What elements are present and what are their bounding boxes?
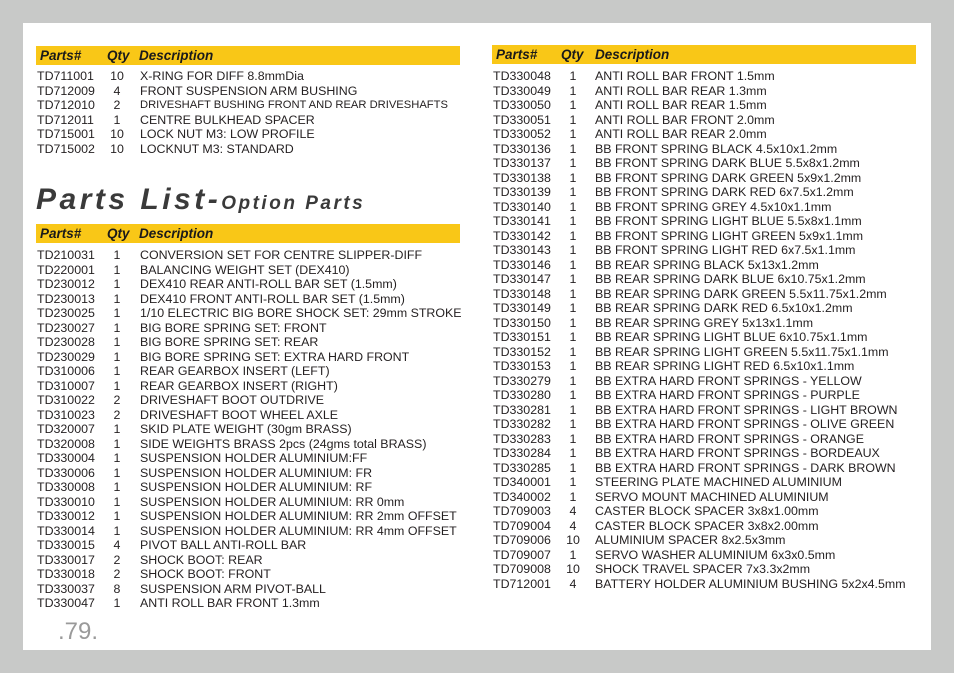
description: BB FRONT SPRING LIGHT BLUE 5.5x8x1.1mm <box>595 214 862 228</box>
description: SUSPENSION HOLDER ALUMINIUM: RR 2mm OFFSET <box>140 509 457 523</box>
part-number: TD330012 <box>37 509 95 523</box>
quantity: 1 <box>113 112 121 127</box>
table-header-top-left <box>36 46 460 65</box>
description: ANTI ROLL BAR FRONT 2.0mm <box>595 112 775 127</box>
quantity: 2 <box>113 393 121 407</box>
quantity: 1 <box>569 286 577 301</box>
quantity: 1 <box>569 446 577 460</box>
part-number: TD330146 <box>493 257 551 272</box>
part-number: TD330018 <box>37 567 95 581</box>
quantity: 1 <box>113 248 121 262</box>
description: SERVO WASHER ALUMINIUM 6x3x0.5mm <box>595 547 836 562</box>
part-number: TD330148 <box>493 286 551 301</box>
part-number: TD330014 <box>37 523 95 538</box>
part-number: TD230013 <box>37 291 95 306</box>
part-number: TD330140 <box>493 199 551 214</box>
table-row <box>493 84 928 99</box>
table-row <box>37 437 477 452</box>
part-number: TD330279 <box>493 373 551 388</box>
table-row <box>493 113 928 128</box>
table-row <box>493 504 928 519</box>
table-row <box>37 84 477 99</box>
quantity: 1 <box>569 141 577 156</box>
table-row <box>493 69 928 84</box>
description: BIG BORE SPRING SET: REAR <box>140 335 319 349</box>
part-number: TD330136 <box>493 141 551 156</box>
table-row <box>37 393 477 408</box>
table-row <box>37 277 477 292</box>
part-number: TD230025 <box>37 306 95 320</box>
part-number: TD330137 <box>493 156 551 170</box>
description: BB FRONT SPRING DARK BLUE 5.5x8x1.2mm <box>595 156 860 170</box>
description: BB REAR SPRING DARK GREEN 5.5x11.75x1.2mm <box>595 286 887 301</box>
quantity: 1 <box>113 422 121 436</box>
table-row <box>493 127 928 142</box>
part-number: TD709004 <box>493 518 551 533</box>
quantity: 1 <box>113 480 121 494</box>
part-number: TD330153 <box>493 359 551 373</box>
description: CENTRE BULKHEAD SPACER <box>140 112 315 127</box>
part-number: TD230028 <box>37 335 95 349</box>
description: BB REAR SPRING DARK RED 6.5x10x1.2mm <box>595 301 853 315</box>
part-number: TD330017 <box>37 552 95 567</box>
part-number: TD310023 <box>37 407 95 422</box>
table-row <box>493 374 928 389</box>
part-number: TD330143 <box>493 243 551 257</box>
part-number: TD330151 <box>493 330 551 344</box>
table-row <box>37 335 477 350</box>
table-row <box>37 495 477 510</box>
description: BB EXTRA HARD FRONT SPRINGS - ORANGE <box>595 431 864 446</box>
table-row <box>493 417 928 432</box>
quantity: 1 <box>569 359 577 373</box>
description: BB EXTRA HARD FRONT SPRINGS - PURPLE <box>595 388 860 402</box>
table-header-option <box>36 224 460 243</box>
quantity: 1 <box>113 306 121 320</box>
table-row <box>493 577 928 592</box>
quantity: 10 <box>110 69 124 83</box>
quantity: 1 <box>113 451 121 465</box>
table-row <box>37 350 477 365</box>
quantity: 10 <box>110 127 124 141</box>
table-row <box>493 272 928 287</box>
description: CASTER BLOCK SPACER 3x8x1.00mm <box>595 504 819 518</box>
table-row <box>37 509 477 524</box>
part-number: TD330142 <box>493 228 551 243</box>
part-number: TD330051 <box>493 112 551 127</box>
description: SHOCK BOOT: FRONT <box>140 567 271 581</box>
table-row <box>493 229 928 244</box>
description: SUSPENSION HOLDER ALUMINIUM: RR 4mm OFFSET <box>140 523 457 538</box>
header-description: Description <box>139 226 214 241</box>
description: BB REAR SPRING LIGHT BLUE 6x10.75x1.1mm <box>595 330 868 344</box>
description: CASTER BLOCK SPACER 3x8x2.00mm <box>595 518 819 533</box>
quantity: 4 <box>569 504 577 518</box>
table-row <box>493 519 928 534</box>
description: BB FRONT SPRING GREY 4.5x10x1.1mm <box>595 199 832 214</box>
description: BB FRONT SPRING LIGHT GREEN 5x9x1.1mm <box>595 228 864 243</box>
quantity: 1 <box>569 127 577 141</box>
quantity: 1 <box>113 596 121 610</box>
table-row <box>493 316 928 331</box>
description: ANTI ROLL BAR REAR 1.5mm <box>595 98 767 112</box>
quantity: 1 <box>569 228 577 243</box>
part-number: TD320007 <box>37 422 95 436</box>
quantity: 2 <box>113 407 121 422</box>
quantity: 2 <box>113 552 121 567</box>
quantity: 1 <box>113 277 121 291</box>
section-title <box>36 183 365 217</box>
table-row <box>37 127 477 142</box>
description: FRONT SUSPENSION ARM BUSHING <box>140 83 358 98</box>
quantity: 2 <box>113 567 121 581</box>
table-row <box>493 388 928 403</box>
header-qty: Qty <box>561 47 584 62</box>
part-number: TD330138 <box>493 170 551 185</box>
table-row <box>493 200 928 215</box>
part-number: TD340002 <box>493 489 551 504</box>
quantity: 10 <box>566 562 580 576</box>
description: BATTERY HOLDER ALUMINIUM BUSHING 5x2x4.5mm <box>595 576 906 591</box>
quantity: 2 <box>113 98 121 112</box>
part-number: TD330283 <box>493 431 551 446</box>
table-row <box>493 287 928 302</box>
description: DRIVESHAFT BOOT WHEEL AXLE <box>140 407 339 422</box>
part-number: TD330284 <box>493 446 551 460</box>
quantity: 1 <box>113 320 121 335</box>
quantity: 1 <box>569 112 577 127</box>
description: BB FRONT SPRING LIGHT RED 6x7.5x1.1mm <box>595 243 856 257</box>
description: ANTI ROLL BAR REAR 2.0mm <box>595 127 767 141</box>
description: BB EXTRA HARD FRONT SPRINGS - LIGHT BROWN <box>595 402 898 417</box>
description: BB FRONT SPRING DARK GREEN 5x9x1.2mm <box>595 170 862 185</box>
description: SUSPENSION ARM PIVOT-BALL <box>140 581 326 596</box>
part-number: TD712009 <box>37 83 95 98</box>
part-number: TD330281 <box>493 402 551 417</box>
title-sub: Option Parts <box>221 193 366 214</box>
part-number: TD330282 <box>493 417 551 431</box>
table-row <box>493 171 928 186</box>
part-number: TD330010 <box>37 494 95 509</box>
quantity: 1 <box>569 301 577 315</box>
title-dash: - <box>207 183 222 216</box>
table-row <box>37 263 477 278</box>
parts-table-right <box>493 69 928 591</box>
part-number: TD310006 <box>37 364 95 378</box>
part-number: TD712001 <box>493 576 551 591</box>
table-row <box>37 306 477 321</box>
table-row <box>493 243 928 258</box>
quantity: 1 <box>569 417 577 431</box>
part-number: TD330050 <box>493 98 551 112</box>
quantity: 1 <box>569 373 577 388</box>
description: BB EXTRA HARD FRONT SPRINGS - YELLOW <box>595 373 862 388</box>
parts-table-option <box>37 248 477 611</box>
part-number: TD330152 <box>493 344 551 359</box>
table-row <box>37 379 477 394</box>
table-row <box>37 422 477 437</box>
table-row <box>37 480 477 495</box>
description: BB EXTRA HARD FRONT SPRINGS - OLIVE GREEN <box>595 417 895 431</box>
header-qty: Qty <box>107 226 130 241</box>
quantity: 4 <box>569 518 577 533</box>
table-row <box>37 321 477 336</box>
part-number: TD711001 <box>37 69 94 83</box>
quantity: 1 <box>113 378 121 393</box>
quantity: 1 <box>113 262 121 277</box>
table-row <box>493 461 928 476</box>
part-number: TD330047 <box>37 596 95 610</box>
quantity: 4 <box>569 576 577 591</box>
table-row <box>493 345 928 360</box>
title-main: Parts List <box>36 183 208 216</box>
description: DEX410 REAR ANTI-ROLL BAR SET (1.5mm) <box>140 277 397 291</box>
table-row <box>37 596 477 611</box>
table-header-right <box>492 45 916 64</box>
quantity: 10 <box>566 533 580 547</box>
header-parts: Parts# <box>40 226 82 241</box>
header-description: Description <box>595 47 670 62</box>
table-row <box>493 403 928 418</box>
table-row <box>493 156 928 171</box>
description: BALANCING WEIGHT SET (DEX410) <box>140 262 350 277</box>
description: SUSPENSION HOLDER ALUMINIUM: RR 0mm <box>140 494 405 509</box>
quantity: 1 <box>113 349 121 364</box>
table-row <box>37 582 477 597</box>
parts-table-top-left <box>37 69 477 156</box>
description: CONVERSION SET FOR CENTRE SLIPPER-DIFF <box>140 248 423 262</box>
description: 1/10 ELECTRIC BIG BORE SHOCK SET: 29mm STROKE <box>140 306 462 320</box>
table-row <box>493 98 928 113</box>
table-row <box>493 359 928 374</box>
description: BB EXTRA HARD FRONT SPRINGS - BORDEAUX <box>595 446 880 460</box>
quantity: 1 <box>113 436 121 451</box>
table-row <box>493 562 928 577</box>
part-number: TD230027 <box>37 320 95 335</box>
quantity: 8 <box>113 581 121 596</box>
table-row <box>493 446 928 461</box>
quantity: 1 <box>569 243 577 257</box>
description: BB REAR SPRING LIGHT RED 6.5x10x1.1mm <box>595 359 855 373</box>
quantity: 1 <box>569 330 577 344</box>
page-number: .79. <box>58 618 99 645</box>
quantity: 1 <box>113 523 121 538</box>
description: BB REAR SPRING LIGHT GREEN 5.5x11.75x1.1mm <box>595 344 889 359</box>
description: ANTI ROLL BAR FRONT 1.3mm <box>140 596 320 610</box>
description: BIG BORE SPRING SET: EXTRA HARD FRONT <box>140 349 410 364</box>
table-row <box>37 248 477 263</box>
part-number: TD330150 <box>493 315 551 330</box>
part-number: TD330015 <box>37 538 95 552</box>
table-row <box>493 432 928 447</box>
table-row <box>493 490 928 505</box>
table-row <box>37 364 477 379</box>
quantity: 1 <box>569 83 577 98</box>
table-row <box>37 292 477 307</box>
description: BB FRONT SPRING DARK RED 6x7.5x1.2mm <box>595 185 854 199</box>
quantity: 1 <box>569 199 577 214</box>
part-number: TD712010 <box>37 98 95 112</box>
part-number: TD330049 <box>493 83 551 98</box>
quantity: 1 <box>569 170 577 185</box>
quantity: 4 <box>113 538 121 552</box>
part-number: TD330149 <box>493 301 551 315</box>
part-number: TD330139 <box>493 185 551 199</box>
table-row <box>37 538 477 553</box>
description: REAR GEARBOX INSERT (LEFT) <box>140 364 330 378</box>
table-row <box>37 98 477 113</box>
table-row <box>37 524 477 539</box>
header-description: Description <box>139 48 214 63</box>
part-number: TD330008 <box>37 480 95 494</box>
quantity: 1 <box>569 431 577 446</box>
table-row <box>37 142 477 157</box>
description: SUSPENSION HOLDER ALUMINIUM:FF <box>140 451 368 465</box>
part-number: TD709003 <box>493 504 551 518</box>
quantity: 4 <box>113 83 121 98</box>
quantity: 1 <box>569 315 577 330</box>
table-row <box>493 475 928 490</box>
description: BIG BORE SPRING SET: FRONT <box>140 320 327 335</box>
description: DRIVESHAFT BUSHING FRONT AND REAR DRIVESHAFTS <box>140 99 448 111</box>
description: LOCKNUT M3: STANDARD <box>140 141 294 156</box>
header-qty: Qty <box>107 48 130 63</box>
part-number: TD230029 <box>37 349 95 364</box>
quantity: 1 <box>569 185 577 199</box>
table-row <box>37 69 477 84</box>
part-number: TD709008 <box>493 562 551 576</box>
part-number: TD340001 <box>493 475 551 489</box>
part-number: TD709006 <box>493 533 551 547</box>
quantity: 1 <box>569 460 577 475</box>
part-number: TD320008 <box>37 436 95 451</box>
table-row <box>37 113 477 128</box>
description: ALUMINIUM SPACER 8x2.5x3mm <box>595 533 786 547</box>
part-number: TD330052 <box>493 127 551 141</box>
table-row <box>493 533 928 548</box>
quantity: 1 <box>113 494 121 509</box>
quantity: 1 <box>569 388 577 402</box>
quantity: 1 <box>569 98 577 112</box>
quantity: 1 <box>113 364 121 378</box>
description: BB REAR SPRING DARK BLUE 6x10.75x1.2mm <box>595 272 866 286</box>
header-parts: Parts# <box>496 47 538 62</box>
table-row <box>493 214 928 229</box>
description: SHOCK TRAVEL SPACER 7x3.3x2mm <box>595 562 811 576</box>
quantity: 1 <box>569 257 577 272</box>
part-number: TD715001 <box>37 127 95 141</box>
part-number: TD709007 <box>493 547 551 562</box>
part-number: TD330006 <box>37 465 95 480</box>
quantity: 1 <box>113 465 121 480</box>
quantity: 1 <box>569 214 577 228</box>
description: ANTI ROLL BAR FRONT 1.5mm <box>595 69 775 83</box>
table-row <box>493 185 928 200</box>
quantity: 10 <box>110 141 124 156</box>
description: DRIVESHAFT BOOT OUTDRIVE <box>140 393 325 407</box>
quantity: 1 <box>569 489 577 504</box>
table-row <box>37 408 477 423</box>
description: X-RING FOR DIFF 8.8mmDia <box>140 69 304 83</box>
quantity: 1 <box>113 291 121 306</box>
part-number: TD310007 <box>37 378 95 393</box>
part-number: TD715002 <box>37 141 95 156</box>
quantity: 1 <box>569 547 577 562</box>
table-row <box>493 301 928 316</box>
part-number: TD330280 <box>493 388 551 402</box>
description: SHOCK BOOT: REAR <box>140 552 263 567</box>
quantity: 1 <box>569 156 577 170</box>
table-row <box>493 142 928 157</box>
part-number: TD330147 <box>493 272 551 286</box>
quantity: 1 <box>569 69 577 83</box>
header-parts: Parts# <box>40 48 82 63</box>
part-number: TD330285 <box>493 460 551 475</box>
description: SUSPENSION HOLDER ALUMINIUM: RF <box>140 480 373 494</box>
description: SERVO MOUNT MACHINED ALUMINIUM <box>595 489 829 504</box>
description: SIDE WEIGHTS BRASS 2pcs (24gms total BRASS) <box>140 436 427 451</box>
description: SKID PLATE WEIGHT (30gm BRASS) <box>140 422 352 436</box>
table-row <box>493 258 928 273</box>
description: LOCK NUT M3: LOW PROFILE <box>140 127 315 141</box>
description: PIVOT BALL ANTI-ROLL BAR <box>140 538 307 552</box>
quantity: 1 <box>569 272 577 286</box>
description: BB FRONT SPRING BLACK 4.5x10x1.2mm <box>595 141 838 156</box>
quantity: 1 <box>569 475 577 489</box>
part-number: TD712011 <box>37 112 94 127</box>
description: DEX410 FRONT ANTI-ROLL BAR SET (1.5mm) <box>140 291 405 306</box>
catalog-page <box>23 23 931 650</box>
table-row <box>493 330 928 345</box>
quantity: 1 <box>569 402 577 417</box>
description: STEERING PLATE MACHINED ALUMINIUM <box>595 475 842 489</box>
table-row <box>37 466 477 481</box>
part-number: TD330141 <box>493 214 551 228</box>
part-number: TD230012 <box>37 277 95 291</box>
description: SUSPENSION HOLDER ALUMINIUM: FR <box>140 465 373 480</box>
table-row <box>37 553 477 568</box>
part-number: TD220001 <box>37 262 95 277</box>
description: ANTI ROLL BAR REAR 1.3mm <box>595 83 767 98</box>
description: BB REAR SPRING BLACK 5x13x1.2mm <box>595 257 819 272</box>
part-number: TD330037 <box>37 581 95 596</box>
part-number: TD310022 <box>37 393 95 407</box>
quantity: 1 <box>569 344 577 359</box>
table-row <box>493 548 928 563</box>
description: REAR GEARBOX INSERT (RIGHT) <box>140 378 338 393</box>
quantity: 1 <box>113 335 121 349</box>
table-row <box>37 567 477 582</box>
quantity: 1 <box>113 509 121 523</box>
part-number: TD330048 <box>493 69 551 83</box>
part-number: TD330004 <box>37 451 95 465</box>
description: BB EXTRA HARD FRONT SPRINGS - DARK BROWN <box>595 460 896 475</box>
table-row <box>37 451 477 466</box>
description: BB REAR SPRING GREY 5x13x1.1mm <box>595 315 814 330</box>
part-number: TD210031 <box>37 248 95 262</box>
